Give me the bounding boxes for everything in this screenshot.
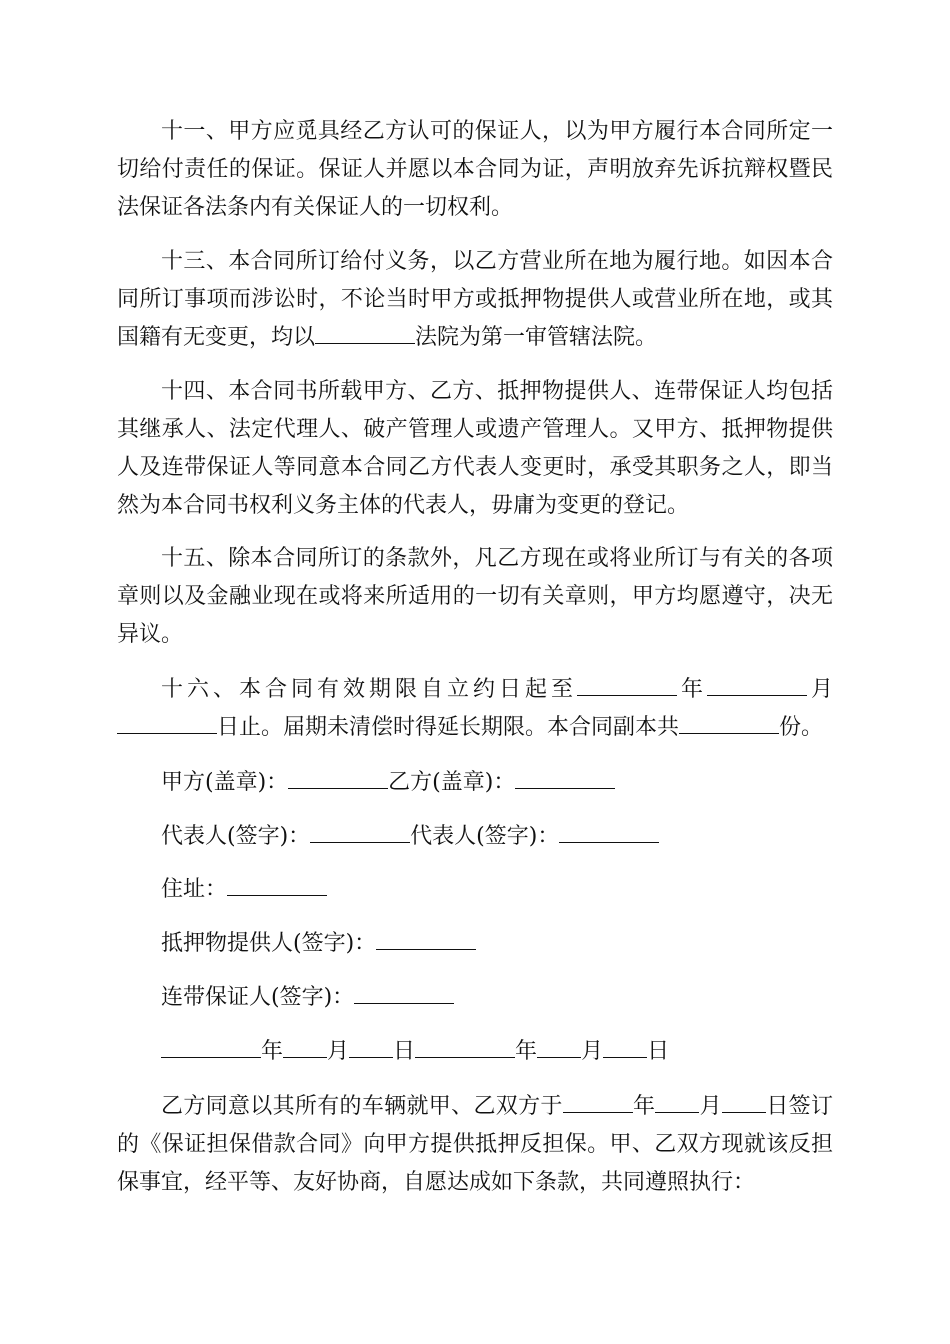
clause-14-text: 十四、本合同书所载甲方、乙方、抵押物提供人、连带保证人均包括其继承人、法定代理人、破产管理人或遗产管理人。又甲方、抵押物提供人及连带保证人等同意本合同乙方代表人变更时，承受其职务之人，即当然为本合同书权利义务主体的代表人，毋庸为变更的登记。 — [117, 379, 833, 518]
clause-15 — [117, 540, 833, 654]
final-year: 年 — [632, 1094, 656, 1119]
date-a-day-blank[interactable] — [349, 1056, 393, 1058]
collateral-provider-line — [161, 928, 476, 960]
counter-guarantee-paragraph — [117, 1088, 833, 1202]
date-line — [161, 1036, 669, 1068]
address-line — [161, 874, 327, 906]
joint-guarantor-line — [161, 982, 454, 1014]
end-month-blank[interactable] — [707, 694, 807, 696]
date-b-month-blank[interactable] — [537, 1056, 581, 1058]
copies-blank[interactable] — [679, 732, 779, 734]
clause-13-text-a: 十三、本合同所订给付义务，以乙方营业所在地为履行地。如因本合同所订事项而涉讼时，不论当时甲方或抵押物提供人或营业所在地，或其国籍有无变更，均以 — [117, 249, 833, 350]
clause-16 — [117, 671, 833, 747]
date-b-day: 日 — [647, 1039, 670, 1064]
signing-year-blank[interactable] — [563, 1111, 633, 1113]
date-b-year: 年 — [515, 1039, 538, 1064]
final-month: 月 — [699, 1094, 722, 1119]
joint-guarantor-label: 连带保证人(签字)： — [161, 985, 355, 1010]
address-blank[interactable] — [227, 894, 327, 896]
party-b-seal-blank[interactable] — [515, 787, 615, 789]
rep-b-blank[interactable] — [559, 841, 659, 843]
date-b-month: 月 — [581, 1039, 604, 1064]
clause-16-text-b: 日止。届期未清偿时得延长期限。本合同副本共 — [217, 715, 680, 740]
representative-line — [161, 821, 659, 853]
clause-16-year: 年 — [676, 677, 707, 702]
seal-line — [161, 767, 615, 799]
clause-16-month: 月 — [806, 677, 833, 702]
court-blank[interactable] — [315, 342, 415, 344]
date-a-day: 日 — [393, 1039, 416, 1064]
date-a-month: 月 — [327, 1039, 350, 1064]
date-a-year: 年 — [261, 1039, 284, 1064]
signing-day-blank[interactable] — [722, 1111, 766, 1113]
date-a-month-blank[interactable] — [283, 1056, 327, 1058]
party-b-seal-label: 乙方(盖章)： — [388, 770, 516, 795]
clause-16-copies: 份。 — [779, 715, 824, 740]
date-a-year-blank[interactable] — [161, 1056, 261, 1058]
collateral-provider-label: 抵押物提供人(签字)： — [161, 931, 377, 956]
date-b-year-blank[interactable] — [415, 1056, 515, 1058]
rep-a-label: 代表人(签字)： — [161, 824, 311, 849]
rep-b-label: 代表人(签字)： — [410, 824, 560, 849]
date-b-day-blank[interactable] — [603, 1056, 647, 1058]
clause-15-text: 十五、除本合同所订的条款外，凡乙方现在或将业所订与有关的各项章则以及金融业现在或将来所适用的一切有关章则，甲方均愿遵守，决无异议。 — [117, 546, 833, 647]
joint-guarantor-blank[interactable] — [354, 1002, 454, 1004]
address-label: 住址： — [161, 877, 228, 902]
clause-13-text-b: 法院为第一审管辖法院。 — [415, 325, 658, 350]
clause-13 — [117, 243, 833, 357]
end-day-blank[interactable] — [117, 732, 217, 734]
party-a-seal-blank[interactable] — [288, 787, 388, 789]
signing-month-blank[interactable] — [655, 1111, 699, 1113]
party-a-seal-label: 甲方(盖章)： — [161, 770, 289, 795]
clause-14 — [117, 373, 833, 525]
clause-11 — [117, 113, 833, 227]
collateral-provider-blank[interactable] — [376, 948, 476, 950]
rep-a-blank[interactable] — [310, 841, 410, 843]
end-year-blank[interactable] — [577, 694, 677, 696]
final-text-a: 乙方同意以其所有的车辆就甲、乙双方于 — [161, 1094, 563, 1119]
clause-11-text: 十一、甲方应觅具经乙方认可的保证人，以为甲方履行本合同所定一切给付责任的保证。保证人并愿以本合同为证，声明放弃先诉抗辩权暨民法保证各法条内有关保证人的一切权利。 — [117, 119, 833, 220]
clause-16-text-a: 十六、本合同有效期限自立约日起至 — [161, 677, 577, 702]
final-text-b: 日签订的《保证担保借款合同》向甲方提供抵押反担保。甲、乙双方现就该反担保事宜，经平等、友好协商，自愿达成如下条款，共同遵照执行： — [117, 1094, 833, 1195]
